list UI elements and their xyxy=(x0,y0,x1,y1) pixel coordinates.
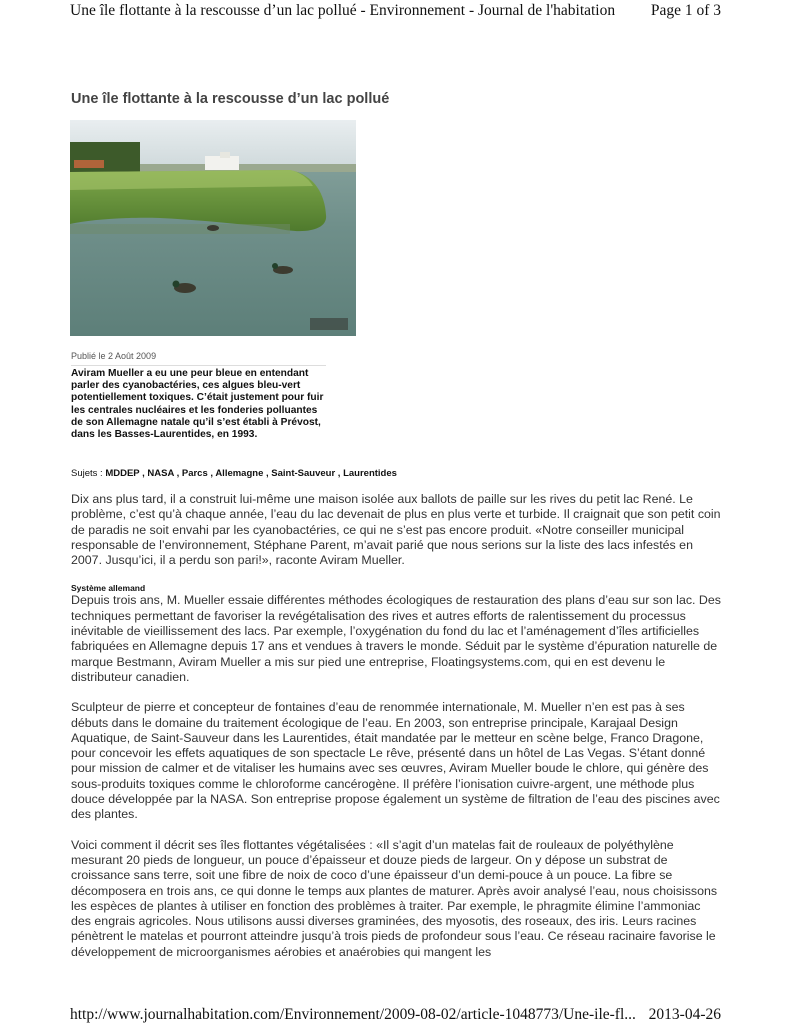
print-header-title: Une île flottante à la rescousse d’un lac pollué - Environnement - Journal de l'habitation xyxy=(70,2,616,19)
article-title: Une île flottante à la rescousse d’un lac pollué xyxy=(71,91,390,107)
article-lead: Aviram Mueller a eu une peur bleue en entendant parler des cyanobactéries, ces algues bleu-vert potentiellement toxiques. C’était justement pour fuir les centrales nucléaires et les fonderies polluantes de son Allemagne natale qu’il s’est établi à Prévost, dans les Basses-Laurentides, en 1993. xyxy=(71,368,324,441)
paragraph-2: Depuis trois ans, M. Mueller essaie différentes méthodes écologiques de restauration des plans d’eau sur son lac. Des techniques permettant de favoriser la revégétalisation des rives et autres efforts de ralentissement du processus inévitable de vieillissement des lacs. Par exemple, l’oxygénation du fond du lac et l’aménagement d’îles artificielles fabriquées en Allemagne depuis 17 ans et vendues à travers le monde. Séduit par le système d’épuration naturelle de marque Bestmann, Aviram Mueller a mis sur pied une entreprise, Floatingsystems.com, qui en est devenu le distributeur canadien. xyxy=(71,593,721,684)
subjects-line xyxy=(71,468,721,479)
print-date: 2013-04-26 xyxy=(648,1006,721,1023)
subjects-list[interactable]: MDDEP , NASA , Parcs , Allemagne , Saint-Sauveur , Laurentides xyxy=(105,468,397,479)
paragraph-3: Sculpteur de pierre et concepteur de fontaines d’eau de renommée internationale, M. Mueller n’en est pas à ses débuts dans le domaine du traitement écologique de l’eau. En 2003, son entreprise principale, Karajaal Design Aquatique, de Saint-Sauveur dans les Laurentides, était mandatée par le metteur en scène belge, Franco Dragone, pour concevoir les effets aquatiques de son spectacle Le rêve, présenté dans un hôtel de Las Vegas. S’étant donné pour mission de calmer et de vitaliser les humains avec ses œuvres, Aviram Mueller boude le chlore, qui génère des sous-produits toxiques comme le chloroforme cancérogène. Il préfère l’ionisation cuivre-argent, une méthode plus douce développée par la NASA. Son entreprise propose également un système de filtration de l’eau des piscines avec des plantes. xyxy=(71,700,720,822)
paragraph-4: Voici comment il décrit ses îles flottantes végétalisées : «Il s’agit d’un matelas fait de rouleaux de polyéthylène mesurant 20 pieds de longueur, un pouce d’épaisseur et douze pieds de largeur. On y dépose un substrat de croissance sans terre, soit une fibre de noix de coco d’une épaisseur d’un demi-pouce à un pouce. La fibre se décomposera en trois ans, ce qui donne le temps aux plantes de maturer. Après avoir analysé l’eau, nous choisissons les espèces de plantes à utiliser en fonction des problèmes à traiter. Par exemple, le phragmite élimine l’ammoniac des engrais agricoles. Nous utilisons aussi diverses graminées, des myosotis, des roseaux, des iris. Leurs racines pénètrent le matelas et pourront atteindre jusqu’à trois pieds de profondeur sous l’eau. Ce réseau racinaire favorise le développement de microorganismes aérobies et anaérobies qui mangent les xyxy=(71,837,718,959)
section-heading: Système allemand xyxy=(71,583,146,594)
lake-ducks-photo xyxy=(70,120,356,336)
print-header xyxy=(70,2,721,20)
paragraph-1: Dix ans plus tard, il a construit lui-même une maison isolée aux ballots de paille sur les rives du petit lac René. Le problème, c’est qu’à chaque année, l’eau du lac devenait de plus en plus verte et turbide. Il craignait que son petit coin de paradis ne soit envahi par les cyanobactéries, ce qui ne s’est pas encore produit. «Notre conseiller municipal responsable de l’environnement, Stéphane Parent, m’avait parié que nous serions sur la liste des lacs infestés en 2007. Jusqu’ici, il a perdu son pari!», raconte Aviram Mueller. xyxy=(71,492,721,568)
subjects-label: Sujets : xyxy=(71,468,106,479)
article-body xyxy=(71,492,721,975)
page-url[interactable]: http://www.journalhabitation.com/Environnement/2009-08-02/article-1048773/Une-ile-fl... xyxy=(70,1006,636,1023)
page-number: Page 1 of 3 xyxy=(650,2,721,19)
article-photo xyxy=(70,120,356,336)
published-date: Publié le 2 Août 2009 xyxy=(71,351,326,366)
print-footer xyxy=(70,1006,721,1024)
